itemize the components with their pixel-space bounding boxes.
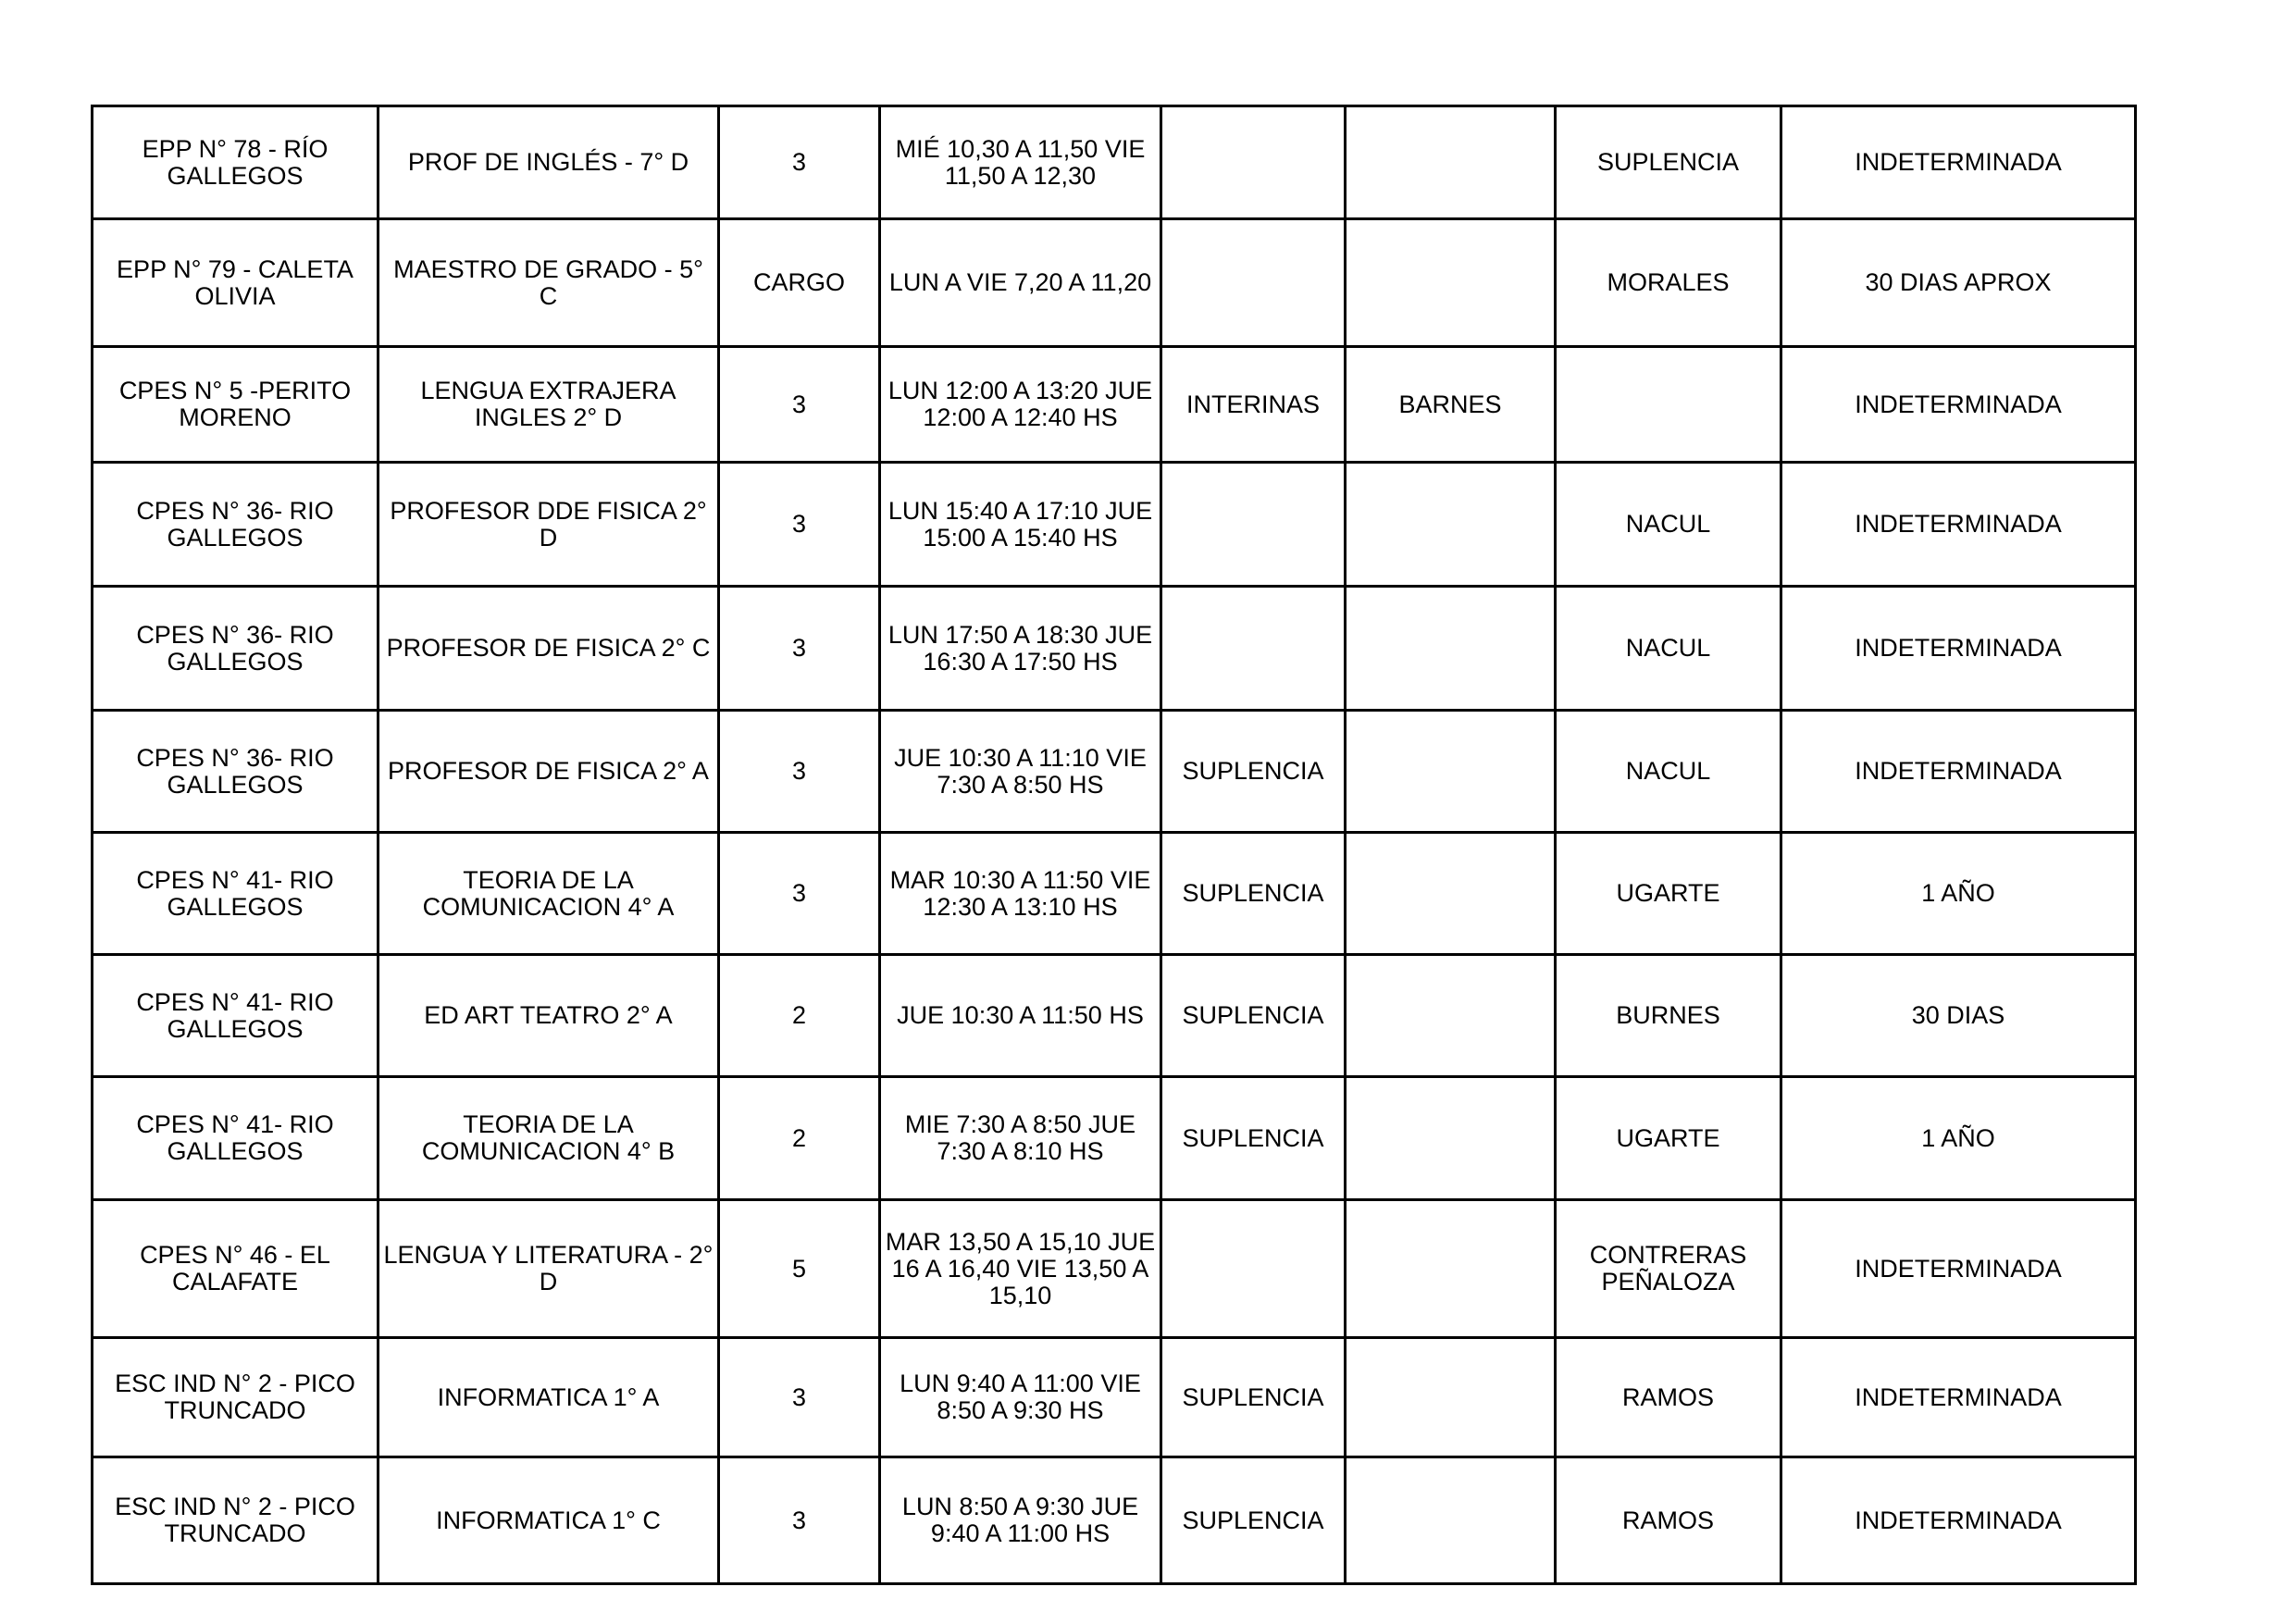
table-row	[93, 1200, 2136, 1338]
table-cell: PROFESOR DE FISICA 2° C	[379, 587, 719, 711]
table-cell: LENGUA Y LITERATURA - 2° D	[379, 1200, 719, 1338]
table-row	[93, 219, 2136, 347]
table-cell	[1346, 106, 1556, 219]
table-cell: CPES N° 41- RIO GALLEGOS	[93, 955, 379, 1077]
table-cell: INDETERMINADA	[1781, 1338, 2136, 1457]
table-cell: 3	[719, 1338, 880, 1457]
table-cell: MIE 7:30 A 8:50 JUE 7:30 A 8:10 HS	[880, 1077, 1161, 1200]
table-cell: RAMOS	[1556, 1457, 1781, 1584]
table-cell: NACUL	[1556, 587, 1781, 711]
table-cell: LUN A VIE 7,20 A 11,20	[880, 219, 1161, 347]
table-cell: 2	[719, 1077, 880, 1200]
table-cell: UGARTE	[1556, 1077, 1781, 1200]
table-cell: MORALES	[1556, 219, 1781, 347]
table-cell	[1161, 106, 1346, 219]
table-cell: 1 AÑO	[1781, 1077, 2136, 1200]
table-cell: MAR 10:30 A 11:50 VIE 12:30 A 13:10 HS	[880, 833, 1161, 955]
table-cell: PROFESOR DDE FISICA 2° D	[379, 463, 719, 587]
table-cell: SUPLENCIA	[1161, 1077, 1346, 1200]
table-row	[93, 347, 2136, 463]
table-cell: MAR 13,50 A 15,10 JUE 16 A 16,40 VIE 13,50 A 15,10	[880, 1200, 1161, 1338]
table-cell: CPES N° 36- RIO GALLEGOS	[93, 711, 379, 833]
table-cell: UGARTE	[1556, 833, 1781, 955]
table-cell: 3	[719, 587, 880, 711]
table-cell: 3	[719, 1457, 880, 1584]
table-cell: PROF DE INGLÉS - 7° D	[379, 106, 719, 219]
table-row	[93, 1457, 2136, 1584]
table-cell: INDETERMINADA	[1781, 711, 2136, 833]
table-cell: 30 DIAS APROX	[1781, 219, 2136, 347]
table-cell: CPES N° 36- RIO GALLEGOS	[93, 463, 379, 587]
table-cell: SUPLENCIA	[1161, 955, 1346, 1077]
table-cell: INDETERMINADA	[1781, 1200, 2136, 1338]
table-cell: SUPLENCIA	[1161, 711, 1346, 833]
table-cell: 3	[719, 833, 880, 955]
table-cell: INDETERMINADA	[1781, 463, 2136, 587]
table-cell: BURNES	[1556, 955, 1781, 1077]
table-cell: 30 DIAS	[1781, 955, 2136, 1077]
table-cell: SUPLENCIA	[1556, 106, 1781, 219]
table-cell: SUPLENCIA	[1161, 1338, 1346, 1457]
table-row	[93, 106, 2136, 219]
assignments-table	[91, 105, 2137, 1585]
table-cell: CPES N° 46 - EL CALAFATE	[93, 1200, 379, 1338]
table-cell	[1346, 219, 1556, 347]
table-row	[93, 463, 2136, 587]
table-cell: ESC IND N° 2 - PICO TRUNCADO	[93, 1457, 379, 1584]
table-cell: NACUL	[1556, 463, 1781, 587]
table-cell	[1346, 463, 1556, 587]
table-cell: CONTRERAS PEÑALOZA	[1556, 1200, 1781, 1338]
table-cell: INDETERMINADA	[1781, 587, 2136, 711]
table-cell: MAESTRO DE GRADO - 5° C	[379, 219, 719, 347]
table-cell: JUE 10:30 A 11:10 VIE 7:30 A 8:50 HS	[880, 711, 1161, 833]
table-row	[93, 587, 2136, 711]
table-cell: ESC IND N° 2 - PICO TRUNCADO	[93, 1338, 379, 1457]
table-cell: INDETERMINADA	[1781, 347, 2136, 463]
table-cell: INFORMATICA 1° C	[379, 1457, 719, 1584]
table-cell: LUN 17:50 A 18:30 JUE 16:30 A 17:50 HS	[880, 587, 1161, 711]
table-cell: 2	[719, 955, 880, 1077]
table-row	[93, 955, 2136, 1077]
table-cell: SUPLENCIA	[1161, 1457, 1346, 1584]
table-cell	[1346, 833, 1556, 955]
table-cell	[1161, 1200, 1346, 1338]
table-cell: CPES N° 36- RIO GALLEGOS	[93, 587, 379, 711]
table-row	[93, 1077, 2136, 1200]
table-cell: CPES N° 5 -PERITO MORENO	[93, 347, 379, 463]
table-cell	[1346, 711, 1556, 833]
table-cell: ED ART TEATRO 2° A	[379, 955, 719, 1077]
table-cell: INTERINAS	[1161, 347, 1346, 463]
table-cell: 3	[719, 711, 880, 833]
table-cell: LENGUA EXTRAJERA INGLES 2° D	[379, 347, 719, 463]
table-cell: 3	[719, 463, 880, 587]
table-cell: INFORMATICA 1° A	[379, 1338, 719, 1457]
table-cell: 1 AÑO	[1781, 833, 2136, 955]
table-cell: CPES N° 41- RIO GALLEGOS	[93, 1077, 379, 1200]
table-cell: 3	[719, 347, 880, 463]
table-cell	[1346, 1200, 1556, 1338]
table-cell: EPP N° 79 - CALETA OLIVIA	[93, 219, 379, 347]
table-cell	[1161, 463, 1346, 587]
table-cell: 5	[719, 1200, 880, 1338]
table-cell	[1556, 347, 1781, 463]
table-cell	[1346, 1457, 1556, 1584]
table-cell: BARNES	[1346, 347, 1556, 463]
table-cell: LUN 12:00 A 13:20 JUE 12:00 A 12:40 HS	[880, 347, 1161, 463]
table-cell: LUN 9:40 A 11:00 VIE 8:50 A 9:30 HS	[880, 1338, 1161, 1457]
table-cell: EPP N° 78 - RÍO GALLEGOS	[93, 106, 379, 219]
table-cell: CPES N° 41- RIO GALLEGOS	[93, 833, 379, 955]
table-cell	[1346, 1338, 1556, 1457]
table-row	[93, 711, 2136, 833]
table-cell: TEORIA DE LA COMUNICACION 4° B	[379, 1077, 719, 1200]
table-cell: MIÉ 10,30 A 11,50 VIE 11,50 A 12,30	[880, 106, 1161, 219]
table-cell: CARGO	[719, 219, 880, 347]
table-cell: LUN 15:40 A 17:10 JUE 15:00 A 15:40 HS	[880, 463, 1161, 587]
table-row	[93, 1338, 2136, 1457]
table-cell: INDETERMINADA	[1781, 1457, 2136, 1584]
table-row	[93, 833, 2136, 955]
table-cell	[1161, 219, 1346, 347]
table-cell: SUPLENCIA	[1161, 833, 1346, 955]
table-cell: NACUL	[1556, 711, 1781, 833]
table-cell	[1346, 955, 1556, 1077]
table-cell	[1346, 1077, 1556, 1200]
table-cell: LUN 8:50 A 9:30 JUE 9:40 A 11:00 HS	[880, 1457, 1161, 1584]
table-cell: INDETERMINADA	[1781, 106, 2136, 219]
table-cell	[1161, 587, 1346, 711]
table-cell: TEORIA DE LA COMUNICACION 4° A	[379, 833, 719, 955]
table-cell: JUE 10:30 A 11:50 HS	[880, 955, 1161, 1077]
table-cell	[1346, 587, 1556, 711]
table-cell: RAMOS	[1556, 1338, 1781, 1457]
table-cell: 3	[719, 106, 880, 219]
table-cell: PROFESOR DE FISICA 2° A	[379, 711, 719, 833]
